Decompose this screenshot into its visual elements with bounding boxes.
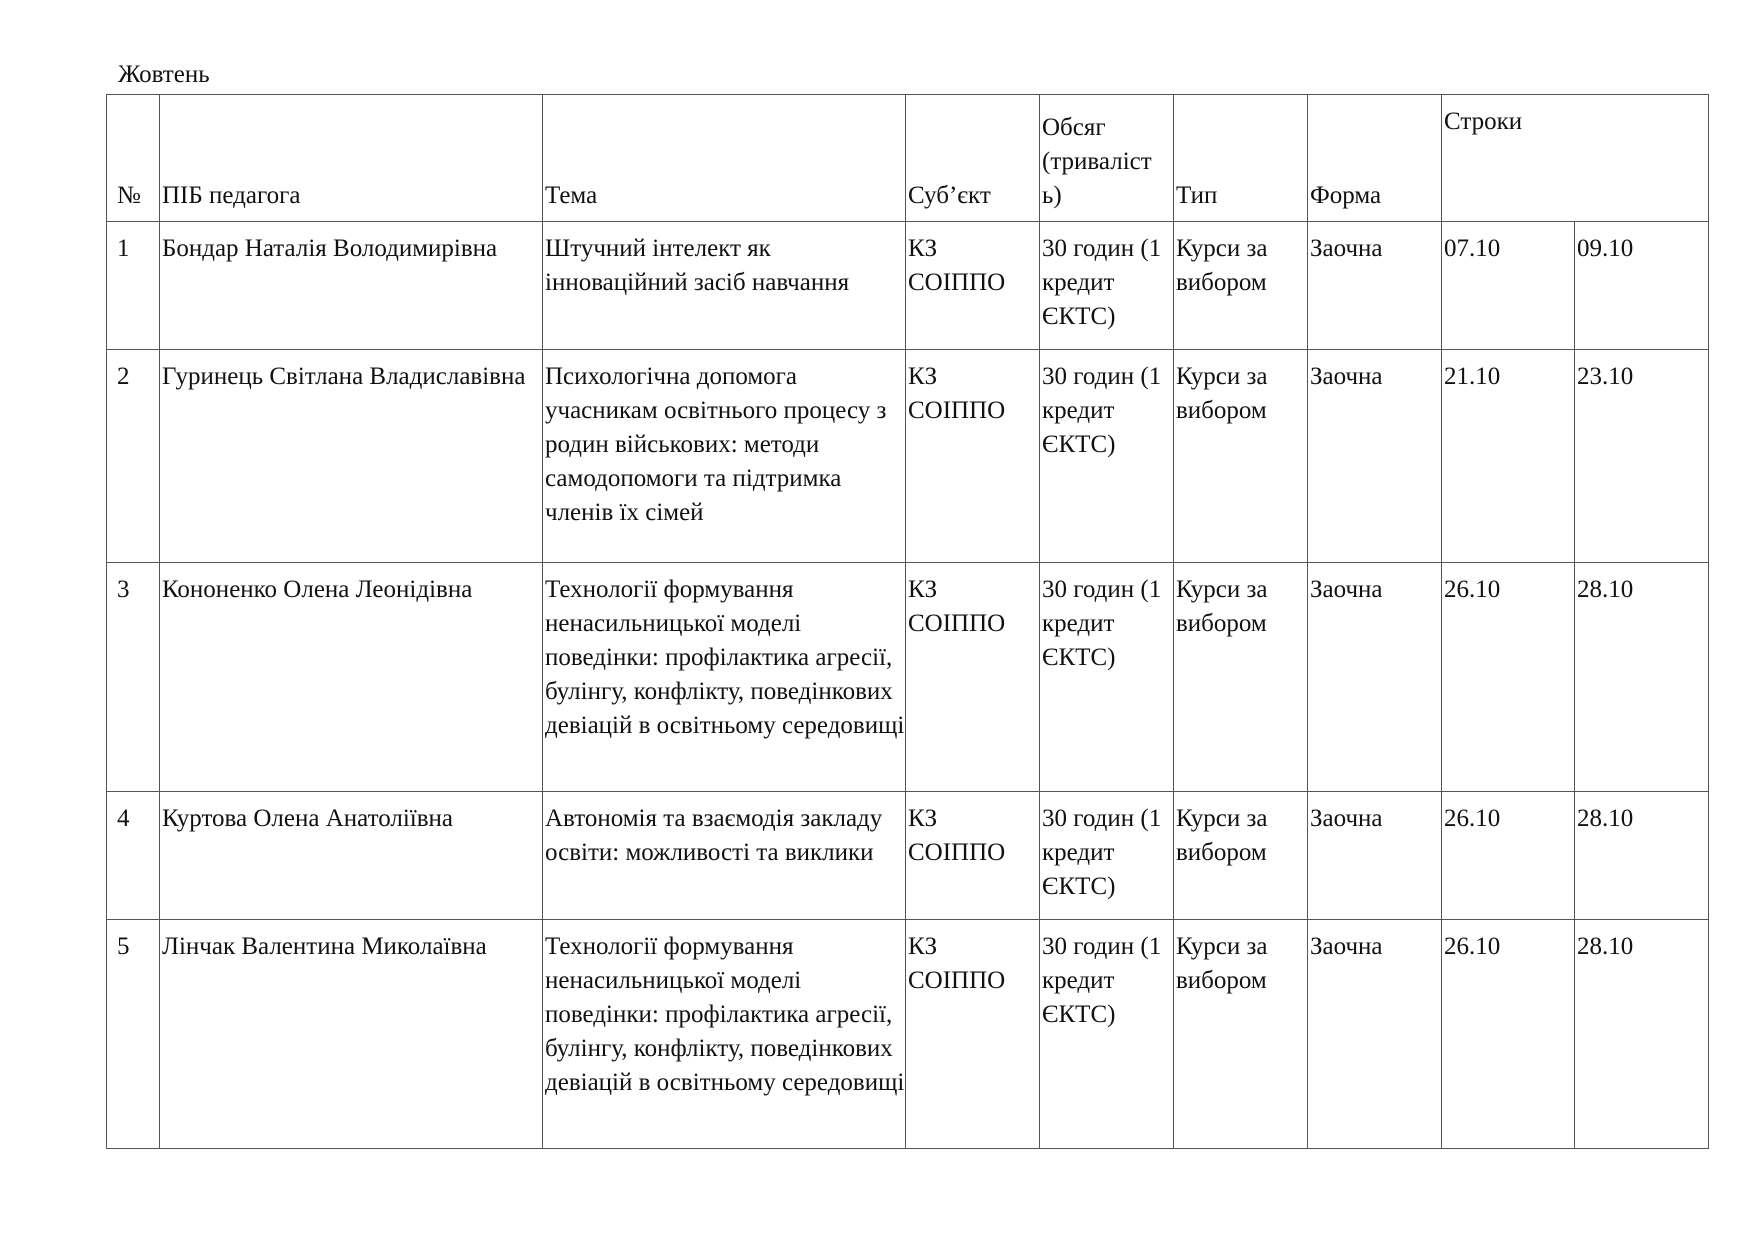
row-num: 4 — [107, 792, 160, 920]
header-volume — [1040, 95, 1174, 222]
row-form: Заочна — [1308, 222, 1442, 350]
row-subject: КЗ СОІППО — [906, 563, 1040, 792]
row-num: 1 — [107, 222, 160, 350]
row-start-date: 26.10 — [1442, 920, 1575, 1149]
row-name: Гуринець Світлана Владиславівна — [160, 350, 543, 563]
row-subject: КЗ СОІППО — [906, 920, 1040, 1149]
header-topic: Тема — [543, 95, 906, 222]
table-row — [107, 350, 1709, 563]
header-volume-line3: ь) — [1042, 182, 1062, 209]
row-form: Заочна — [1308, 563, 1442, 792]
row-form: Заочна — [1308, 792, 1442, 920]
row-name: Куртова Олена Анатоліївна — [160, 792, 543, 920]
row-form: Заочна — [1308, 350, 1442, 563]
row-num: 3 — [107, 563, 160, 792]
header-type: Тип — [1174, 95, 1308, 222]
row-name: Кононенко Олена Леонідівна — [160, 563, 543, 792]
row-topic: Технології формування ненасильницької моделі поведінки: профілактика агресії, булінгу, конфлікту, поведінкових девіацій в освітньому середовищі — [543, 563, 906, 792]
header-form: Форма — [1308, 95, 1442, 222]
courses-table — [106, 94, 1709, 1149]
row-type: Курси за вибором — [1174, 350, 1308, 563]
table-row — [107, 563, 1709, 792]
row-name: Лінчак Валентина Миколаївна — [160, 920, 543, 1149]
row-end-date: 23.10 — [1575, 350, 1709, 563]
row-start-date: 07.10 — [1442, 222, 1575, 350]
row-volume: 30 годин (1 кредит ЄКТС) — [1040, 222, 1174, 350]
row-start-date: 26.10 — [1442, 792, 1575, 920]
row-num: 5 — [107, 920, 160, 1149]
row-volume: 30 годин (1 кредит ЄКТС) — [1040, 350, 1174, 563]
header-subject: Суб’єкт — [906, 95, 1040, 222]
month-title: Жовтень — [118, 61, 210, 88]
row-volume: 30 годин (1 кредит ЄКТС) — [1040, 563, 1174, 792]
row-start-date: 21.10 — [1442, 350, 1575, 563]
row-end-date: 28.10 — [1575, 920, 1709, 1149]
row-topic: Технології формування ненасильницької моделі поведінки: профілактика агресії, булінгу, конфлікту, поведінкових девіацій в освітньому середовищі — [543, 920, 906, 1149]
row-name: Бондар Наталія Володимирівна — [160, 222, 543, 350]
row-subject: КЗ СОІППО — [906, 350, 1040, 563]
row-type: Курси за вибором — [1174, 222, 1308, 350]
row-num: 2 — [107, 350, 160, 563]
table-row — [107, 792, 1709, 920]
table-header-row — [107, 95, 1709, 222]
header-name: ПІБ педагога — [160, 95, 543, 222]
header-terms: Строки — [1442, 95, 1709, 222]
row-end-date: 28.10 — [1575, 792, 1709, 920]
header-volume-line2: (триваліст — [1042, 148, 1152, 175]
header-num: № — [107, 95, 160, 222]
row-end-date: 09.10 — [1575, 222, 1709, 350]
row-subject: КЗ СОІППО — [906, 222, 1040, 350]
row-type: Курси за вибором — [1174, 792, 1308, 920]
row-volume: 30 годин (1 кредит ЄКТС) — [1040, 792, 1174, 920]
row-subject: КЗ СОІППО — [906, 792, 1040, 920]
row-start-date: 26.10 — [1442, 563, 1575, 792]
row-type: Курси за вибором — [1174, 920, 1308, 1149]
row-topic: Психологічна допомога учасникам освітнього процесу з родин військових: методи самодопомоги та підтримка членів їх сімей — [543, 350, 906, 563]
header-volume-line1: Обсяг — [1042, 114, 1106, 141]
row-type: Курси за вибором — [1174, 563, 1308, 792]
row-volume: 30 годин (1 кредит ЄКТС) — [1040, 920, 1174, 1149]
row-topic: Автономія та взаємодія закладу освіти: можливості та виклики — [543, 792, 906, 920]
table-row — [107, 222, 1709, 350]
table-row — [107, 920, 1709, 1149]
row-end-date: 28.10 — [1575, 563, 1709, 792]
row-topic: Штучний інтелект як інноваційний засіб навчання — [543, 222, 906, 350]
row-form: Заочна — [1308, 920, 1442, 1149]
